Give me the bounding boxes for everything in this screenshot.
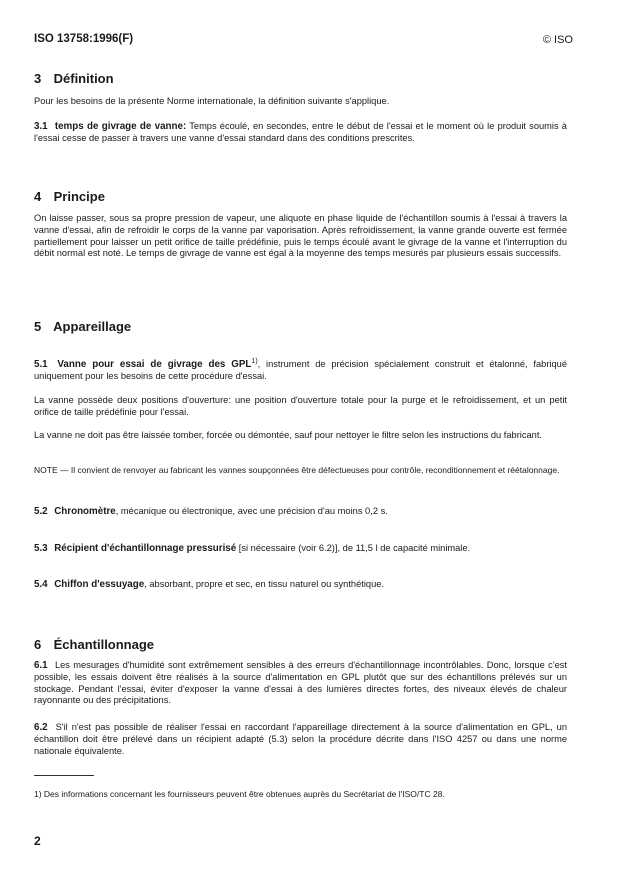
clause-text: [si nécessaire (voir 6.2)], de 11,5 l de capacité minimale.	[236, 543, 471, 553]
definition-text: Temps écoulé, en secondes, entre le début de l'essai et le moment où le produit soumis à l'essai cesse de passer à travers une vanne d'essai standard dans des conditions prescrites.	[34, 121, 567, 143]
footnote: 1) Des informations concernant les fournisseurs peuvent être obtenues auprès du Secrétariat de l'ISO/TC 28.	[34, 789, 445, 799]
document-header-id: ISO 13758:1996(F)	[34, 33, 134, 45]
term-label: Récipient d'échantillonnage pressurisé	[54, 543, 237, 554]
section-3-intro: Pour les besoins de la présente Norme internationale, la définition suivante s'applique.	[34, 96, 390, 106]
clause-id: 6.1	[34, 660, 48, 671]
clause-5-1	[34, 356, 567, 383]
note-paragraph: NOTE — Il convient de renvoyer au fabricant les vannes soupçonnées être défectueuses pour contrôle, reconditionnement et réétalonnage.	[34, 465, 560, 475]
section-title: Appareillage	[53, 319, 132, 334]
clause-text: , mécanique ou électronique, avec une précision d'au moins 0,2 s.	[115, 506, 388, 516]
clause-id: 5.3	[34, 543, 48, 554]
clause-6-1	[34, 660, 567, 707]
term-label: Chronomètre	[54, 506, 116, 517]
clause-id: 5.2	[34, 506, 48, 517]
clause-5-2	[34, 506, 567, 518]
clause-6-2	[34, 722, 567, 757]
section-number: 4	[34, 189, 42, 204]
valve-positions-paragraph: La vanne possède deux positions d'ouverture: une position d'ouverture totale pour la purge et le refroidissement, et un petit orifice de taille prédéfinie pour l'essai.	[34, 395, 567, 417]
section-6-heading	[34, 637, 154, 652]
clause-text: , absorbant, propre et sec, en tissu naturel ou synthétique.	[144, 579, 385, 589]
clause-5-4	[34, 579, 567, 591]
footnote-separator	[34, 775, 94, 776]
clause-text: S'il n'est pas possible de réaliser l'essai en raccordant l'appareillage directement à la source d'alimentation en GPL, un échantillon doit être prélevé dans un récipient adapté (5.3) selon la procédure décrite dans l'ISO 4257 ou dans une norme nationale équivalente.	[34, 722, 567, 756]
clause-text: , instrument de précision spécialement construit et étalonné, fabriqué uniquement pour les besoins de cette procédure d'essai.	[34, 359, 567, 381]
valve-handling-paragraph: La vanne ne doit pas être laissée tomber, forcée ou démontée, sauf pour nettoyer le filtre selon les instructions du fabricant.	[34, 430, 543, 440]
section-title: Principe	[53, 189, 105, 204]
section-number: 6	[34, 637, 42, 652]
clause-id: 5.4	[34, 579, 48, 590]
section-title: Échantillonnage	[53, 637, 155, 652]
section-4-heading	[34, 189, 105, 204]
page-number: 2	[34, 834, 41, 848]
clause-id: 5.1	[34, 359, 48, 371]
section-3-heading	[34, 71, 114, 86]
term-label: Chiffon d'essuyage	[54, 579, 145, 590]
clause-id: 3.1	[34, 121, 48, 132]
definition-3-1	[34, 121, 567, 145]
principle-paragraph: On laisse passer, sous sa propre pression de vapeur, une aliquote en phase liquide de l'échantillon soumis à l'essai à travers la vanne d'essai, afin de refroidir le corps de la vanne par vaporisation. Après refroidissement, la vanne grande ouverte est fermée partiellement pour laisser un petit orifice de taille prédéfinie, puis le temps écoulé avant le givrage de la vanne et l'interruption du débit normal est noté. Le temps de givrage de vanne est égal à la moyenne des temps mesurés par plusieurs essais successifs.	[34, 213, 567, 259]
section-number: 5	[34, 319, 42, 334]
clause-text: Les mesurages d'humidité sont extrêmement sensibles à des erreurs d'échantillonnage incontrôlables. Donc, lorsque c'est possible, les essais doivent être réalisés à la source d'alimentation en GPL plutôt que sur des échantillons prélevés sur un stockage. Pendant l'essai, éviter d'exposer la vanne d'essai à des lumières directes fortes, des niveaux élevés de chaleur rayonnante ou des précipitations.	[34, 660, 567, 706]
clause-id: 6.2	[34, 722, 48, 733]
section-title: Définition	[53, 71, 114, 86]
term-label: temps de givrage de vanne:	[54, 121, 187, 132]
section-5-heading	[34, 319, 131, 334]
clause-5-3	[34, 543, 567, 555]
copyright-mark: © ISO	[542, 34, 573, 46]
footnote-ref: 1)	[251, 358, 258, 365]
section-number: 3	[34, 71, 42, 86]
term-label: Vanne pour essai de givrage des GPL	[57, 359, 252, 371]
